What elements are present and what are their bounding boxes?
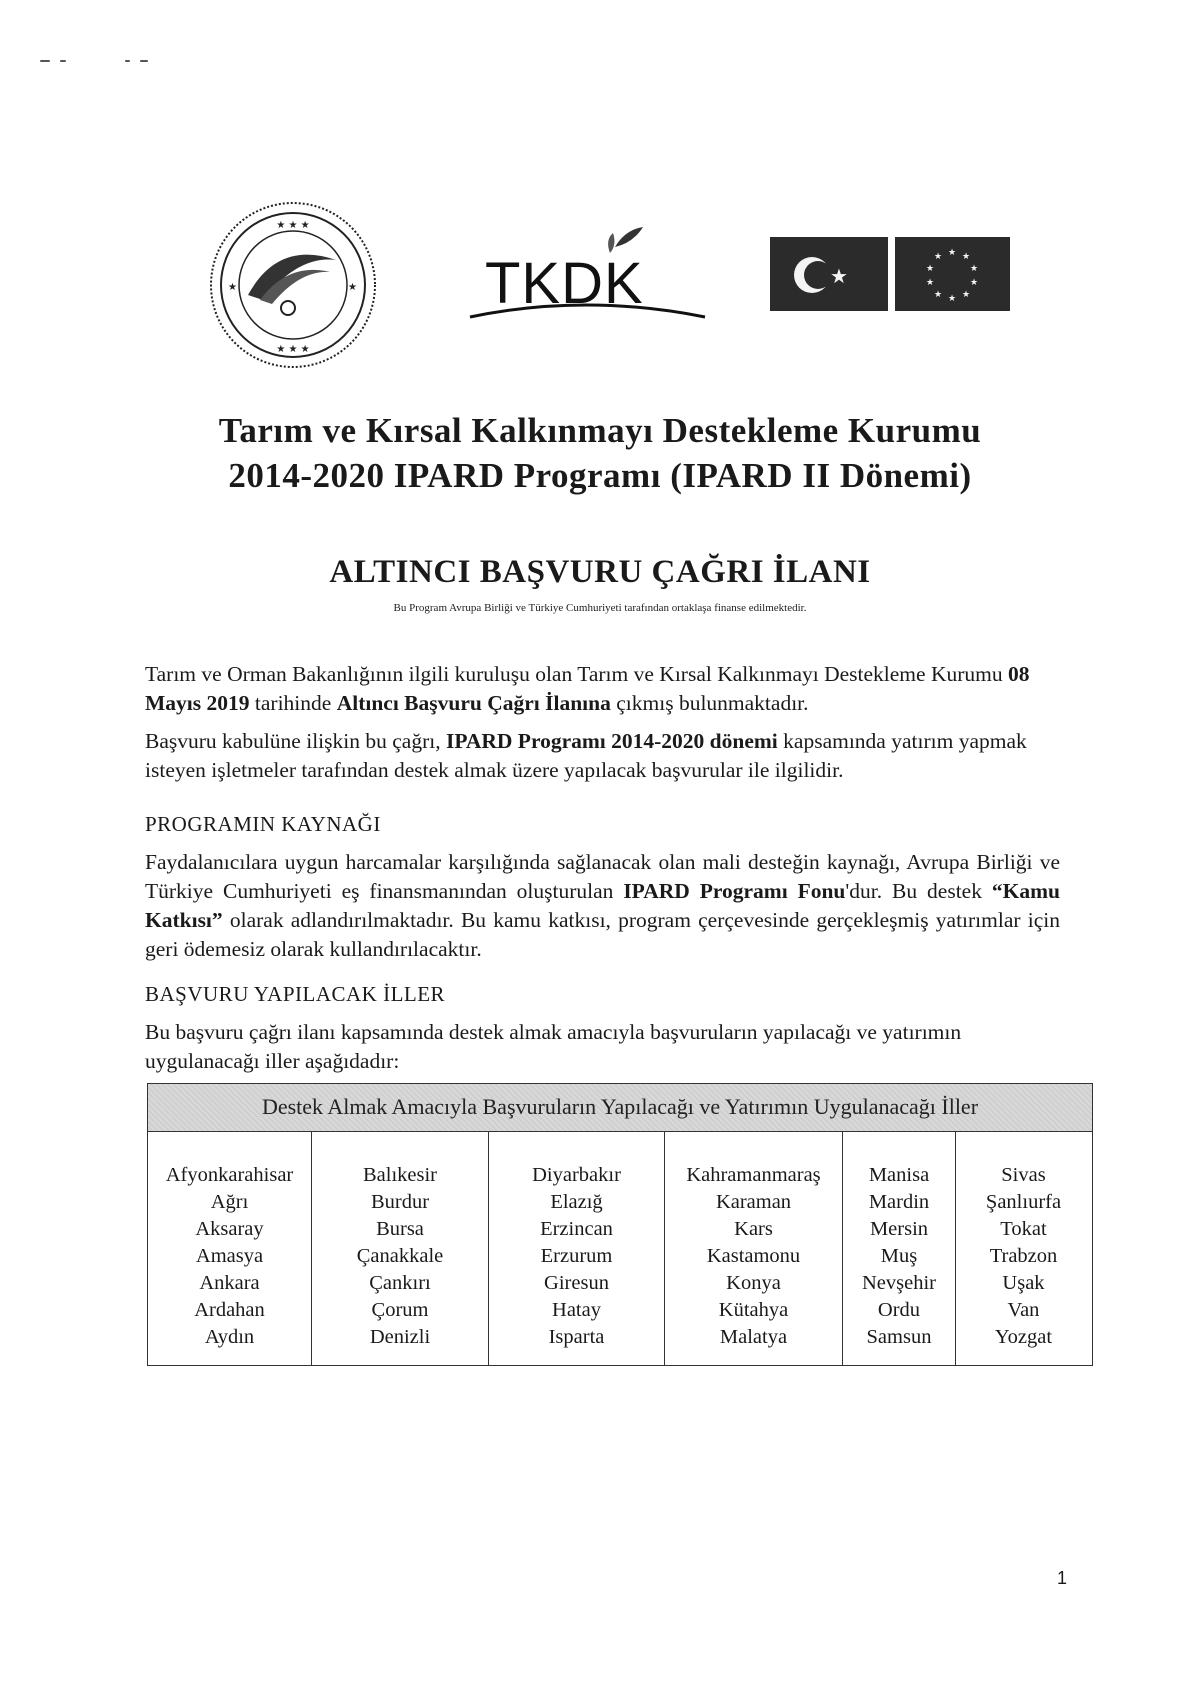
- province-cell: Karaman: [715, 1191, 792, 1213]
- scan-speck: [60, 60, 66, 62]
- province-cell: Sivas: [1001, 1164, 1046, 1186]
- svg-text:★: ★: [830, 264, 848, 288]
- province-cell: Çorum: [371, 1299, 429, 1321]
- scan-speck: [140, 60, 148, 62]
- province-cell: Konya: [726, 1272, 781, 1294]
- scan-speck: [40, 60, 50, 62]
- funding-note: Bu Program Avrupa Birliği ve Türkiye Cumhuriyeti tarafından ortaklaşa finanse edilmektedir.: [393, 602, 807, 614]
- svg-text:★: ★: [926, 264, 935, 274]
- province-cell: Mersin: [869, 1218, 929, 1240]
- svg-text:★ ★ ★: ★ ★ ★: [276, 344, 310, 355]
- province-cell: Kahramanmaraş: [686, 1164, 821, 1186]
- province-column: [312, 1132, 489, 1365]
- tkdk-logo-text: TKDK: [485, 251, 644, 316]
- province-cell: Burdur: [370, 1191, 430, 1213]
- text-span: çıkmış bulunmaktadır.: [610, 691, 809, 715]
- province-column: [489, 1132, 665, 1365]
- province-column: [843, 1132, 956, 1365]
- province-cell: Van: [1007, 1299, 1040, 1321]
- section-heading-iller: BAŞVURU YAPILACAK İLLER: [145, 982, 446, 1006]
- ministry-seal-logo: [208, 200, 378, 370]
- svg-text:★: ★: [348, 282, 357, 293]
- text-span: tarihinde: [249, 691, 337, 715]
- province-cell: Tokat: [1000, 1218, 1047, 1240]
- call-title: ALTINCI BAŞVURU ÇAĞRI İLANI: [329, 554, 871, 590]
- province-cell: Samsun: [866, 1326, 932, 1348]
- province-cell: Diyarbakır: [532, 1164, 621, 1186]
- svg-text:★: ★: [228, 282, 237, 293]
- text-span: olarak adlandırılmaktadır. Bu kamu katkısı, program çerçevesinde gerçekleşmiş yatırımlar için geri ödemesiz olarak kullandırılacaktır.: [145, 908, 1060, 961]
- province-cell: Erzurum: [540, 1245, 613, 1267]
- text-span: Faydalanıcılara uygun harcamalar karşılığında sağlanacak olan mali desteğin kaynağı, Avrupa Birliği ve Türkiye Cumhuriyeti eş finansmanından oluşturulan: [145, 850, 1060, 903]
- province-cell: Ardahan: [194, 1299, 265, 1321]
- province-cell: Yozgat: [994, 1326, 1053, 1348]
- province-cell: Uşak: [1002, 1272, 1045, 1294]
- province-cell: Çanakkale: [356, 1245, 444, 1267]
- province-cell: Trabzon: [989, 1245, 1058, 1267]
- province-column: [956, 1132, 1091, 1365]
- intro-paragraph-2: [145, 727, 1060, 785]
- province-cell: Muş: [880, 1245, 918, 1267]
- text-span: 'dur. Bu destek: [845, 879, 992, 903]
- svg-text:★: ★: [926, 278, 935, 288]
- svg-text:★: ★: [934, 252, 943, 262]
- program-emphasis: IPARD Programı 2014-2020 dönemi: [445, 729, 778, 753]
- province-cell: Elazığ: [550, 1191, 603, 1213]
- province-cell: Çankırı: [369, 1272, 431, 1294]
- date-emphasis: 08 Mayıs 2019: [145, 662, 1030, 715]
- text-span: Başvuru kabulüne ilişkin bu çağrı,: [145, 729, 446, 753]
- svg-text:★ ★ ★: ★ ★ ★: [276, 220, 310, 231]
- svg-text:★: ★: [948, 294, 957, 304]
- province-cell: Erzincan: [540, 1218, 613, 1240]
- call-emphasis: Altıncı Başvuru Çağrı İlanına: [336, 691, 611, 715]
- province-cell: Mardin: [868, 1191, 930, 1213]
- kaynak-paragraph: [145, 848, 1060, 964]
- provinces-table: [147, 1083, 1093, 1366]
- province-cell: Afyonkarahisar: [165, 1164, 294, 1186]
- province-column: [148, 1132, 312, 1365]
- province-cell: Hatay: [552, 1299, 601, 1321]
- page-number: 1: [1057, 1568, 1068, 1588]
- province-cell: Amasya: [195, 1245, 264, 1267]
- province-cell: Aksaray: [195, 1218, 264, 1240]
- province-cell: Ağrı: [210, 1191, 249, 1213]
- tkdk-logo: [465, 225, 710, 325]
- svg-text:★: ★: [934, 290, 943, 300]
- province-cell: Giresun: [544, 1272, 609, 1294]
- iller-paragraph: Bu başvuru çağrı ilanı kapsamında destek almak amacıyla başvuruların yapılacağı ve yatırımın uygulanacağı iller aşağıdadır:: [145, 1020, 962, 1073]
- province-cell: Bursa: [376, 1218, 424, 1240]
- svg-text:★: ★: [962, 252, 971, 262]
- section-heading-kaynak: PROGRAMIN KAYNAĞI: [145, 812, 381, 836]
- province-cell: Kütahya: [718, 1299, 789, 1321]
- provinces-table-body: [148, 1132, 1092, 1365]
- fund-emphasis: IPARD Programı Fonu: [623, 879, 846, 903]
- province-cell: Şanlıurfa: [985, 1191, 1062, 1213]
- provinces-table-header: Destek Almak Amacıyla Başvuruların Yapılacağı ve Yatırımın Uygulanacağı İller: [148, 1084, 1092, 1132]
- text-span: Tarım ve Orman Bakanlığının ilgili kuruluşu olan Tarım ve Kırsal Kalkınmayı Destekleme Kurumu: [145, 662, 1008, 686]
- province-cell: Isparta: [548, 1326, 605, 1348]
- turkey-eu-flags-logo: [770, 235, 1010, 315]
- province-column: [665, 1132, 843, 1365]
- province-cell: Kars: [734, 1218, 773, 1240]
- svg-text:★: ★: [962, 290, 971, 300]
- province-cell: Malatya: [719, 1326, 788, 1348]
- province-cell: Balıkesir: [362, 1164, 437, 1186]
- province-cell: Nevşehir: [861, 1272, 936, 1294]
- province-cell: Manisa: [868, 1164, 930, 1186]
- kamu-katkisi-emphasis: “Kamu Katkısı”: [145, 879, 1060, 932]
- province-cell: Denizli: [369, 1326, 431, 1348]
- svg-text:★: ★: [948, 248, 957, 258]
- province-cell: Kastamonu: [706, 1245, 801, 1267]
- program-title: 2014-2020 IPARD Programı (IPARD II Dönemi): [228, 456, 972, 495]
- province-cell: Ordu: [877, 1299, 921, 1321]
- scan-speck: [125, 60, 130, 62]
- svg-text:★: ★: [970, 264, 979, 274]
- province-cell: Ankara: [199, 1272, 260, 1294]
- province-cell: Aydın: [204, 1326, 255, 1348]
- intro-paragraph-1: [145, 660, 1060, 718]
- svg-text:★: ★: [970, 278, 979, 288]
- text-span: kapsamında yatırım yapmak isteyen işletmeler tarafından destek almak üzere yapılacak başvurular ile ilgilidir.: [145, 729, 1027, 782]
- institution-title: Tarım ve Kırsal Kalkınmayı Destekleme Kurumu: [218, 411, 982, 450]
